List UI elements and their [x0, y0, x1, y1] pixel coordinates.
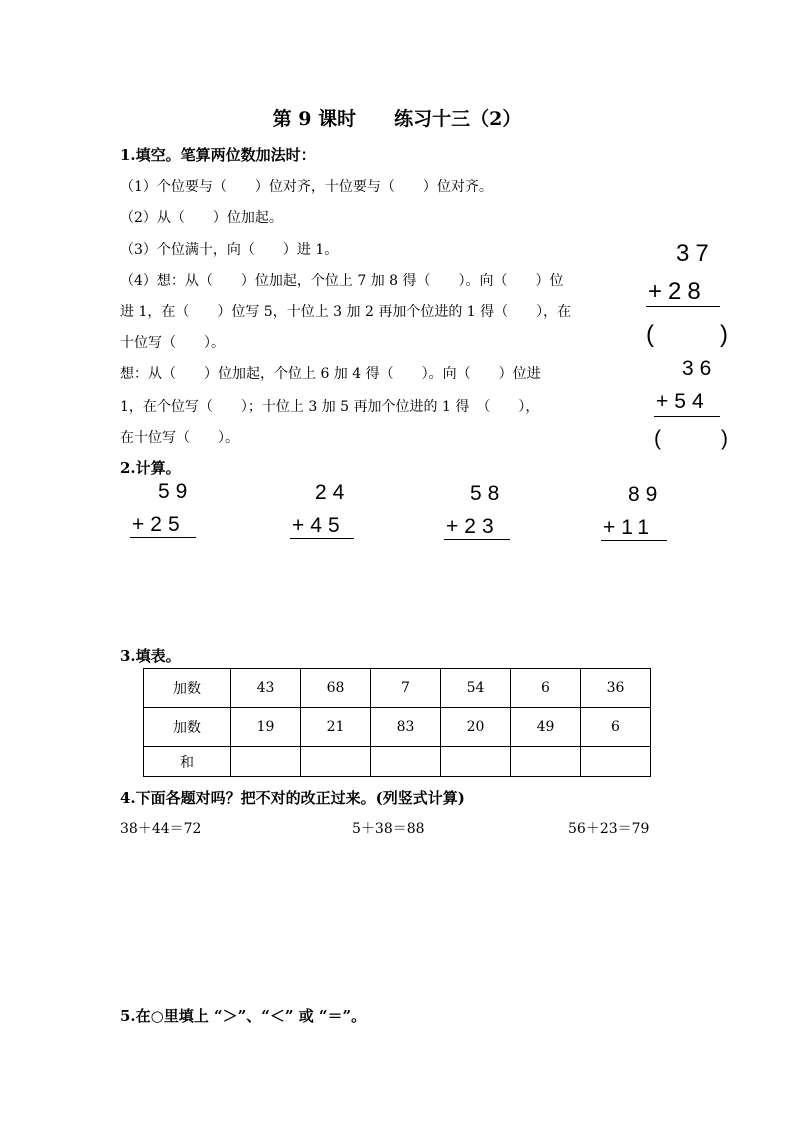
- q3-heading: 3.填表。: [120, 647, 181, 665]
- q1-line: （4）想：从（ ）位加起，个位上 7 加 8 得（ ）。向（ ）位: [120, 273, 564, 289]
- answer-cell[interactable]: [511, 747, 581, 777]
- table-cell: 49: [511, 708, 581, 747]
- vertical-answer-blank: ( ): [646, 321, 734, 348]
- row-label: 加数: [144, 708, 231, 747]
- table-cell: 20: [441, 708, 511, 747]
- table-cell: 83: [371, 708, 441, 747]
- table-cell: 68: [301, 669, 371, 708]
- table-row: [144, 708, 651, 747]
- addition-table: [143, 668, 651, 777]
- q1-heading: 1.填空。笔算两位数加法时：: [120, 146, 316, 164]
- vertical-answer-blank: ( ): [654, 427, 734, 450]
- vertical-addend: +28: [648, 278, 707, 305]
- answer-cell[interactable]: [581, 747, 651, 777]
- vertical-top-number: 37: [676, 240, 715, 267]
- q1-line: 进 1，在（ ）位写 5，十位上 3 加 2 再加个位进的 1 得（ ），在: [120, 304, 572, 320]
- row-label: 加数: [144, 669, 231, 708]
- sum-line: [646, 306, 720, 307]
- calc-top-number: 58: [470, 482, 506, 505]
- table-cell: 6: [581, 708, 651, 747]
- q1-line: 1，在个位写（ ）；十位上 3 加 5 再加个位进的 1 得 （ ），: [120, 399, 540, 415]
- q5-heading: 5.在○里填上 “＞”、“＜” 或 “＝”。: [120, 1007, 367, 1025]
- table-cell: 43: [231, 669, 301, 708]
- answer-cell[interactable]: [441, 747, 511, 777]
- table-cell: 21: [301, 708, 371, 747]
- answer-cell[interactable]: [231, 747, 301, 777]
- calc-addend: +23: [446, 515, 500, 538]
- q1-line: （1）个位要与（ ）位对齐，十位要与（ ）位对齐。: [120, 179, 493, 195]
- vertical-addend: +54: [656, 390, 710, 413]
- page-title: 第 9 课时 练习十三（2）: [272, 108, 522, 130]
- calc-top-number: 89: [628, 483, 664, 506]
- answer-cell[interactable]: [371, 747, 441, 777]
- table-cell: 19: [231, 708, 301, 747]
- equation: 56＋23＝79: [568, 821, 650, 837]
- q2-heading: 2.计算。: [120, 459, 181, 477]
- row-label: 和: [144, 747, 231, 777]
- calc-addend: +45: [292, 514, 346, 537]
- table-row: [144, 747, 651, 777]
- table-cell: 36: [581, 669, 651, 708]
- table-row: [144, 669, 651, 708]
- calc-addend: +11: [603, 516, 656, 539]
- table-cell: 54: [441, 669, 511, 708]
- equation: 5＋38＝88: [352, 821, 425, 837]
- calc-top-number: 59: [158, 480, 194, 503]
- sum-line: [601, 540, 667, 541]
- q1-line: 想：从（ ）位加起，个位上 6 加 4 得（ ）。向（ ）位进: [120, 366, 541, 382]
- sum-line: [654, 416, 720, 417]
- table-cell: 7: [371, 669, 441, 708]
- table-cell: 6: [511, 669, 581, 708]
- sum-line: [130, 537, 196, 538]
- calc-top-number: 24: [315, 481, 351, 504]
- sum-line: [290, 538, 354, 539]
- calc-addend: +25: [132, 513, 186, 536]
- q1-line: （3）个位满十，向（ ）进 1。: [120, 242, 339, 258]
- q4-heading: 4.下面各题对吗？把不对的改正过来。(列竖式计算): [120, 789, 465, 807]
- q1-line: 十位写（ ）。: [120, 335, 225, 351]
- answer-cell[interactable]: [301, 747, 371, 777]
- equation: 38＋44＝72: [120, 821, 202, 837]
- q1-line: （2）从（ ）位加起。: [120, 210, 283, 226]
- sum-line: [444, 539, 510, 540]
- q1-line: 在十位写（ ）。: [120, 430, 239, 446]
- vertical-top-number: 36: [682, 357, 718, 380]
